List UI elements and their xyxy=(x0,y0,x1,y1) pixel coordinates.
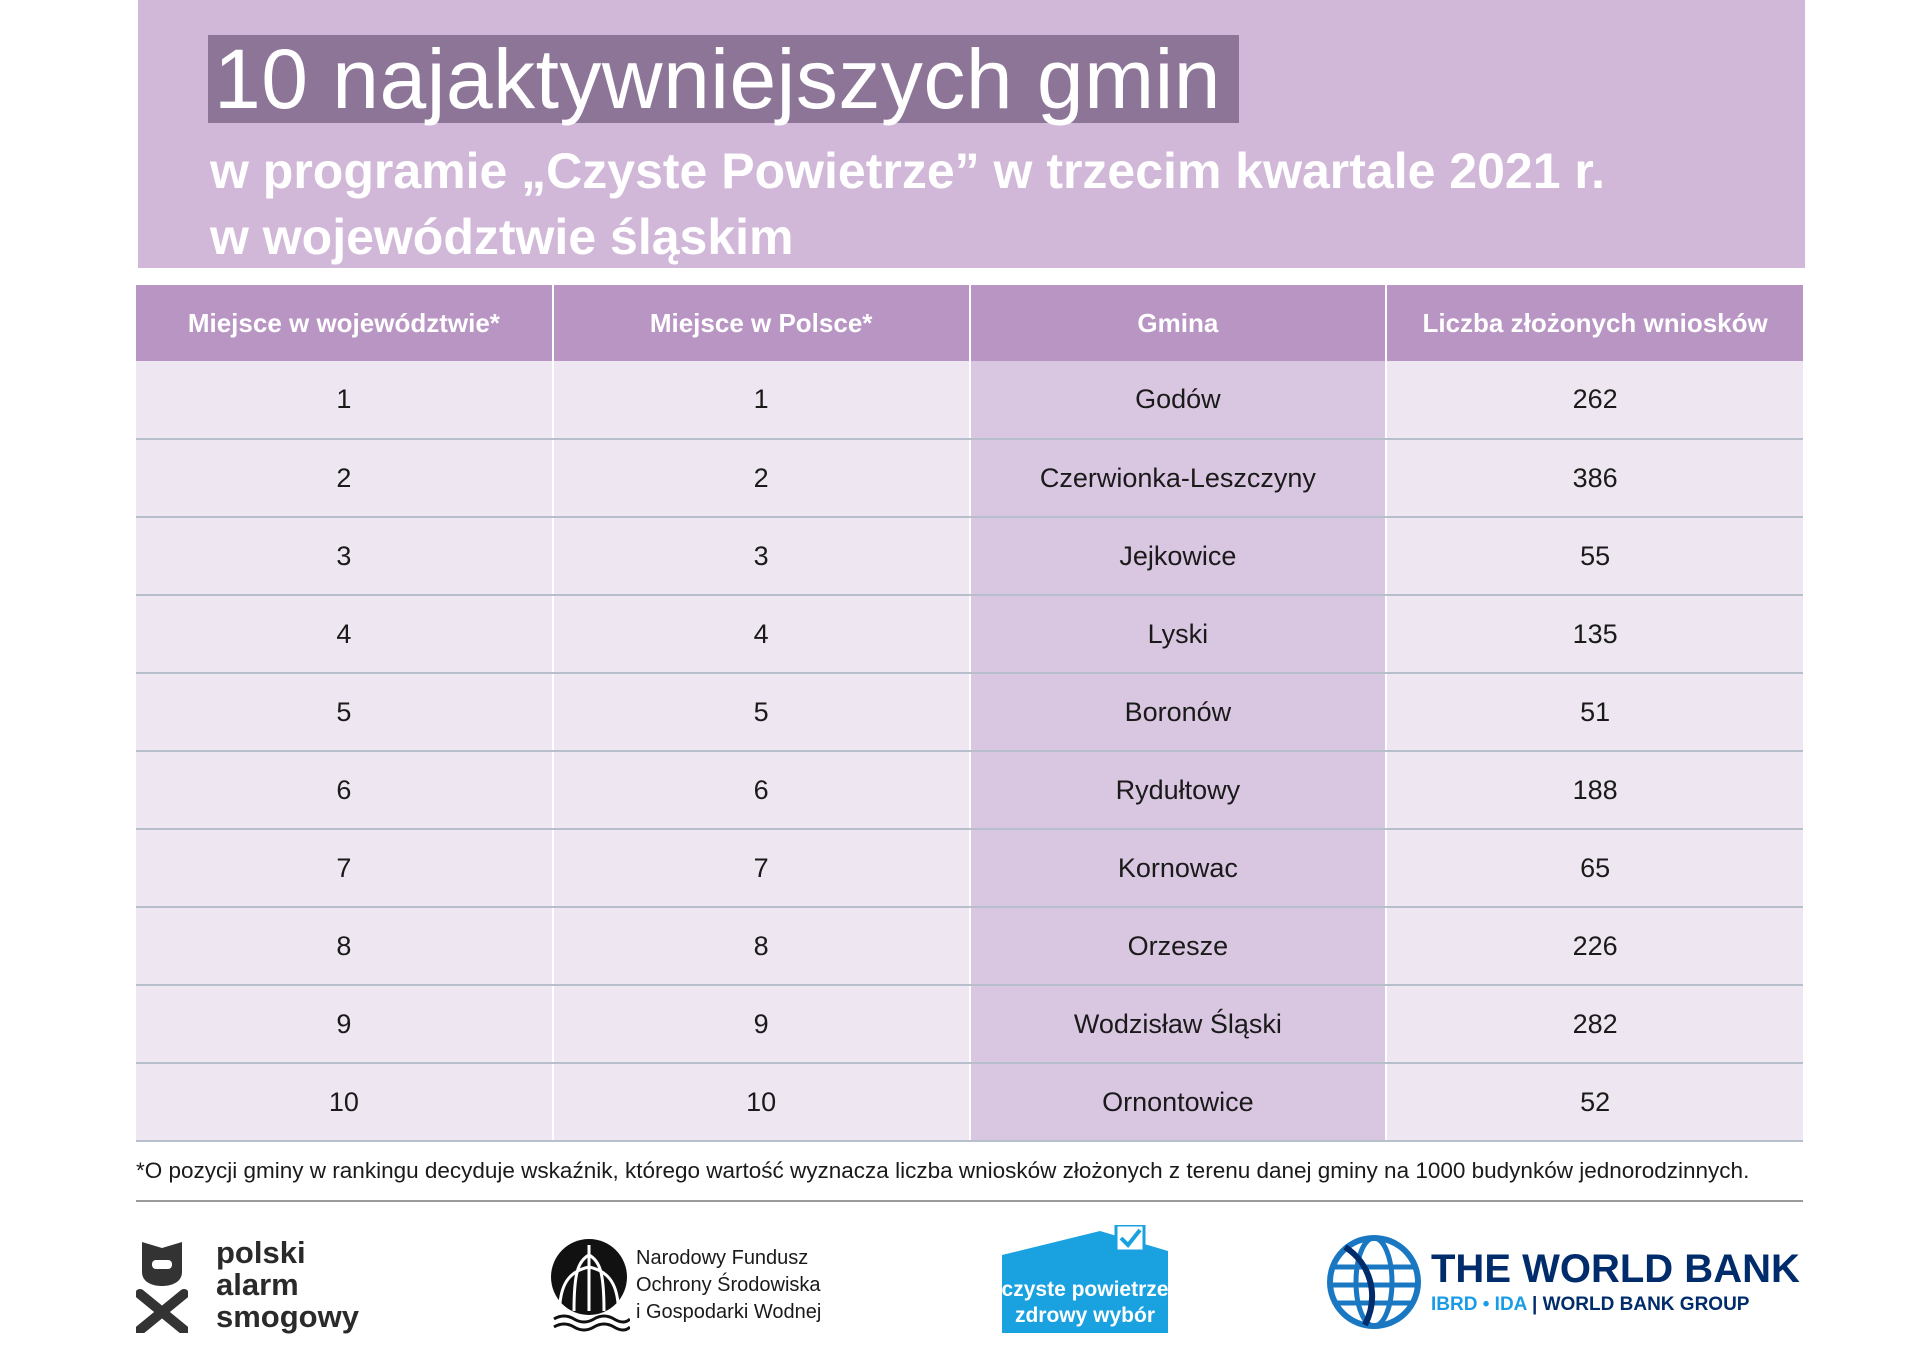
table-row xyxy=(136,1063,1803,1141)
cell-gmina: Wodzisław Śląski xyxy=(970,985,1387,1063)
subtitle-line-1: w programie „Czyste Powietrze” w trzecim kwartale 2021 r. xyxy=(210,143,1606,199)
cell-applications: 51 xyxy=(1386,673,1803,751)
cell-voivodeship-rank: 1 xyxy=(136,361,553,439)
cell-applications: 65 xyxy=(1386,829,1803,907)
cp-line-1: czyste powietrze xyxy=(1001,1278,1169,1301)
ranking-table-container xyxy=(136,285,1803,1142)
cell-poland-rank: 8 xyxy=(553,907,970,985)
table-row xyxy=(136,751,1803,829)
table-row xyxy=(136,439,1803,517)
wb-separator: | xyxy=(1531,1294,1538,1315)
cell-poland-rank: 1 xyxy=(553,361,970,439)
cell-poland-rank: 4 xyxy=(553,595,970,673)
psa-line-3: smogowy xyxy=(216,1299,359,1334)
wb-dot: • xyxy=(1482,1294,1490,1315)
cp-wordmark xyxy=(1000,1277,1170,1329)
cell-poland-rank: 3 xyxy=(553,517,970,595)
cell-poland-rank: 10 xyxy=(553,1063,970,1141)
table-row xyxy=(136,907,1803,985)
table-row xyxy=(136,517,1803,595)
cell-gmina: Orzesze xyxy=(970,907,1387,985)
page-subtitle xyxy=(210,138,1605,270)
cell-poland-rank: 9 xyxy=(553,985,970,1063)
title-highlight xyxy=(208,32,1239,126)
cell-applications: 386 xyxy=(1386,439,1803,517)
cell-poland-rank: 6 xyxy=(553,751,970,829)
table-row xyxy=(136,595,1803,673)
nfosigw-wordmark xyxy=(636,1245,821,1326)
ranking-table xyxy=(136,285,1803,1142)
psa-mask-icon xyxy=(136,1238,188,1333)
column-header-applications: Liczba złożonych wniosków xyxy=(1386,285,1803,361)
wb-group: WORLD BANK GROUP xyxy=(1542,1294,1750,1315)
cell-applications: 282 xyxy=(1386,985,1803,1063)
cell-gmina: Czerwionka-Leszczyny xyxy=(970,439,1387,517)
header-banner xyxy=(138,0,1805,268)
nfosigw-line-1: Narodowy Fundusz xyxy=(636,1246,809,1269)
globe-icon xyxy=(1325,1233,1423,1331)
nfosigw-logo xyxy=(548,1235,821,1335)
cell-voivodeship-rank: 7 xyxy=(136,829,553,907)
world-bank-logo xyxy=(1325,1232,1800,1332)
cell-applications: 226 xyxy=(1386,907,1803,985)
footnote: *O pozycji gminy w rankingu decyduje wskaźnik, którego wartość wyznacza liczba wniosków złożonych z terenu danej gminy na 1000 budynków jednorodzinnych. xyxy=(136,1158,1750,1183)
wb-ibrd: IBRD xyxy=(1431,1294,1478,1315)
world-bank-wordmark xyxy=(1431,1248,1800,1316)
cell-voivodeship-rank: 3 xyxy=(136,517,553,595)
cell-voivodeship-rank: 5 xyxy=(136,673,553,751)
cell-gmina: Lyski xyxy=(970,595,1387,673)
wb-ida: IDA xyxy=(1494,1294,1527,1315)
page-title: 10 najaktywniejszych gmin xyxy=(214,32,1221,126)
psa-line-1: polski xyxy=(216,1235,306,1270)
cell-applications: 52 xyxy=(1386,1063,1803,1141)
cell-voivodeship-rank: 2 xyxy=(136,439,553,517)
divider xyxy=(136,1200,1803,1202)
cell-poland-rank: 7 xyxy=(553,829,970,907)
table-row xyxy=(136,829,1803,907)
table-row xyxy=(136,361,1803,439)
cell-voivodeship-rank: 4 xyxy=(136,595,553,673)
table-body xyxy=(136,361,1803,1141)
cp-line-2: zdrowy wybór xyxy=(1014,1304,1156,1327)
czyste-powietrze-logo xyxy=(1000,1225,1170,1335)
cell-gmina: Jejkowice xyxy=(970,517,1387,595)
subtitle-line-2: w województwie śląskim xyxy=(210,209,794,265)
nfosigw-line-2: Ochrony Środowiska xyxy=(636,1273,821,1296)
cell-gmina: Rydułtowy xyxy=(970,751,1387,829)
cell-voivodeship-rank: 6 xyxy=(136,751,553,829)
table-row xyxy=(136,985,1803,1063)
cell-gmina: Ornontowice xyxy=(970,1063,1387,1141)
world-bank-subtitle xyxy=(1431,1294,1800,1316)
cell-voivodeship-rank: 9 xyxy=(136,985,553,1063)
psa-wordmark xyxy=(216,1237,359,1333)
column-header-gmina: Gmina xyxy=(970,285,1387,361)
cell-voivodeship-rank: 10 xyxy=(136,1063,553,1141)
table-row xyxy=(136,673,1803,751)
cell-gmina: Godów xyxy=(970,361,1387,439)
cell-applications: 262 xyxy=(1386,361,1803,439)
cell-voivodeship-rank: 8 xyxy=(136,907,553,985)
nfosigw-line-3: i Gospodarki Wodnej xyxy=(636,1300,822,1323)
nfosigw-emblem-icon xyxy=(548,1237,630,1333)
column-header-poland-rank: Miejsce w Polsce* xyxy=(553,285,970,361)
cell-applications: 135 xyxy=(1386,595,1803,673)
column-header-voivodeship-rank: Miejsce w województwie* xyxy=(136,285,553,361)
cell-poland-rank: 5 xyxy=(553,673,970,751)
cell-applications: 188 xyxy=(1386,751,1803,829)
world-bank-title: THE WORLD BANK xyxy=(1431,1247,1800,1291)
cell-gmina: Boronów xyxy=(970,673,1387,751)
cell-poland-rank: 2 xyxy=(553,439,970,517)
cell-applications: 55 xyxy=(1386,517,1803,595)
cell-gmina: Kornowac xyxy=(970,829,1387,907)
polski-alarm-smogowy-logo xyxy=(136,1235,359,1335)
psa-line-2: alarm xyxy=(216,1267,299,1302)
table-header-row xyxy=(136,285,1803,361)
